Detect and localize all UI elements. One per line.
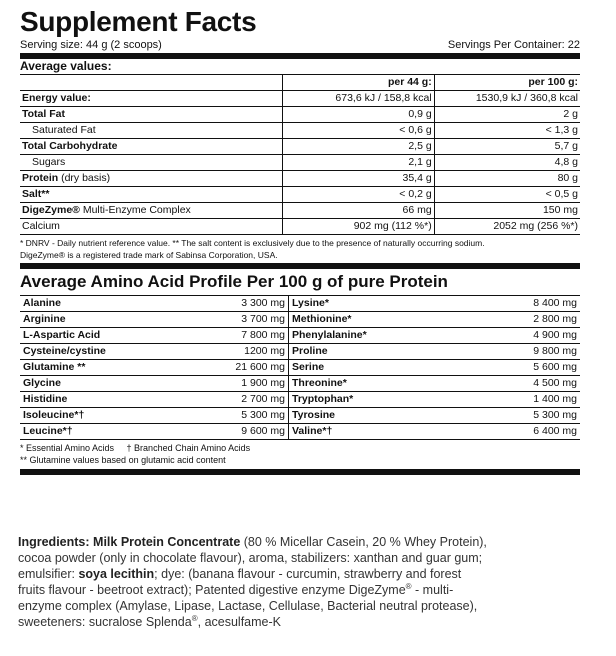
row-label: Sugars bbox=[20, 155, 282, 171]
row-per-serving: 2,5 g bbox=[282, 139, 434, 155]
amino-row bbox=[20, 376, 580, 392]
table-row bbox=[20, 203, 580, 219]
row-label: Energy value: bbox=[20, 91, 282, 107]
table-row bbox=[20, 171, 580, 187]
panel-title: Supplement Facts bbox=[20, 6, 257, 37]
table-header-row bbox=[20, 75, 580, 91]
amino-row bbox=[20, 360, 580, 376]
footnote-digezyme: DigeZyme® is a registered trade mark of Sabinsa Corporation, USA. bbox=[20, 250, 278, 260]
row-per-100: < 0,5 g bbox=[434, 187, 580, 203]
row-per-100: 4,8 g bbox=[434, 155, 580, 171]
registered-mark: ® bbox=[405, 581, 412, 591]
amino-value-left: 1200 mg bbox=[176, 344, 289, 360]
amino-row bbox=[20, 392, 580, 408]
row-per-100: 2 g bbox=[434, 107, 580, 123]
amino-value-left: 7 800 mg bbox=[176, 328, 289, 344]
ingredients-text: Ingredients: Milk Protein Concentrate (80 % Micellar Casein, 20 % Whey Protein), cocoa powder (only in chocolate flavour), aroma, stabilizers: xanthan and guar gum; emulsifier: soya lecithin; dye: (banana flavour - curcumin, strawberry and forest fruits flavour - beetroot extract); Patented digestive enzyme DigeZyme® - multi-enzyme complex (Amylase, Lipase, Lactase, Cellulase, Bacterial neutral protease), sweeteners: sucralose Splenda®, acesulfame-K bbox=[18, 535, 487, 629]
serving-info bbox=[20, 38, 580, 59]
amino-name-right: Tryptophan* bbox=[289, 392, 475, 408]
amino-row bbox=[20, 328, 580, 344]
amino-value-right: 8 400 mg bbox=[474, 296, 580, 312]
amino-name-right: Methionine* bbox=[289, 312, 475, 328]
table-row bbox=[20, 91, 580, 107]
amino-name-left: Glycine bbox=[20, 376, 176, 392]
row-per-serving: < 0,6 g bbox=[282, 123, 434, 139]
row-label: Saturated Fat bbox=[20, 123, 282, 139]
amino-name-right: Tyrosine bbox=[289, 408, 475, 424]
row-per-serving: 35,4 g bbox=[282, 171, 434, 187]
row-per-100: 2052 mg (256 %*) bbox=[434, 219, 580, 235]
amino-row bbox=[20, 424, 580, 440]
amino-footnote-essential: * Essential Amino Acids † Branched Chain Amino Acids bbox=[20, 443, 251, 453]
row-label: Protein (dry basis) bbox=[20, 171, 282, 187]
amino-name-right: Proline bbox=[289, 344, 475, 360]
amino-name-left: Glutamine ** bbox=[20, 360, 176, 376]
amino-name-left: Histidine bbox=[20, 392, 176, 408]
servings-per-container: Servings Per Container: 22 bbox=[447, 39, 580, 51]
amino-value-left: 2 700 mg bbox=[176, 392, 289, 408]
table-row bbox=[20, 219, 580, 235]
row-per-100: 1530,9 kJ / 360,8 kcal bbox=[434, 91, 580, 107]
amino-table bbox=[20, 296, 580, 440]
row-per-serving: 2,1 g bbox=[282, 155, 434, 171]
amino-name-right: Threonine* bbox=[289, 376, 475, 392]
amino-value-right: 1 400 mg bbox=[474, 392, 580, 408]
amino-footnote-glutamine: ** Glutamine values based on glutamic acid content bbox=[20, 455, 226, 465]
row-label: Salt** bbox=[20, 187, 282, 203]
amino-name-left: Arginine bbox=[20, 312, 176, 328]
row-label: Calcium bbox=[20, 219, 282, 235]
amino-name-left: Leucine*† bbox=[20, 424, 176, 440]
footnote-dnrv: * DNRV - Daily nutrient reference value. ** The salt content is exclusively due to the presence of naturally occurring sodium. bbox=[20, 238, 485, 248]
amino-name-right: Phenylalanine* bbox=[289, 328, 475, 344]
amino-value-right: 2 800 mg bbox=[474, 312, 580, 328]
amino-name-right: Serine bbox=[289, 360, 475, 376]
row-per-100: 150 mg bbox=[434, 203, 580, 219]
row-label: Total Carbohydrate bbox=[20, 139, 282, 155]
row-label: DigeZyme® Multi-Enzyme Complex bbox=[20, 203, 282, 219]
row-per-100: 80 g bbox=[434, 171, 580, 187]
table-row bbox=[20, 155, 580, 171]
amino-value-right: 5 600 mg bbox=[474, 360, 580, 376]
table-row bbox=[20, 107, 580, 123]
amino-name-left: L-Aspartic Acid bbox=[20, 328, 176, 344]
serving-size: Serving size: 44 g (2 scoops) bbox=[20, 39, 162, 51]
amino-row bbox=[20, 344, 580, 360]
table-row bbox=[20, 139, 580, 155]
amino-value-left: 3 300 mg bbox=[176, 296, 289, 312]
amino-footnotes bbox=[20, 440, 580, 475]
amino-value-left: 5 300 mg bbox=[176, 408, 289, 424]
amino-value-left: 9 600 mg bbox=[176, 424, 289, 440]
amino-row bbox=[20, 296, 580, 312]
row-per-serving: 902 mg (112 %*) bbox=[282, 219, 434, 235]
row-per-serving: < 0,2 g bbox=[282, 187, 434, 203]
amino-name-left: Isoleucine*† bbox=[20, 408, 176, 424]
amino-value-right: 5 300 mg bbox=[474, 408, 580, 424]
row-per-serving: 66 mg bbox=[282, 203, 434, 219]
row-per-100: 5,7 g bbox=[434, 139, 580, 155]
registered-mark: ® bbox=[191, 613, 198, 623]
table-row bbox=[20, 187, 580, 203]
col-header-per-100: per 100 g: bbox=[434, 75, 580, 91]
amino-name-right: Valine*† bbox=[289, 424, 475, 440]
table-row bbox=[20, 123, 580, 139]
amino-row bbox=[20, 312, 580, 328]
amino-heading: Average Amino Acid Profile Per 100 g of pure Protein bbox=[20, 263, 580, 296]
amino-value-right: 4 500 mg bbox=[474, 376, 580, 392]
amino-name-left: Alanine bbox=[20, 296, 176, 312]
amino-name-right: Lysine* bbox=[289, 296, 475, 312]
amino-value-left: 1 900 mg bbox=[176, 376, 289, 392]
ingredients-label: Ingredients: bbox=[18, 535, 90, 549]
col-header-per-serving: per 44 g: bbox=[282, 75, 434, 91]
amino-value-left: 3 700 mg bbox=[176, 312, 289, 328]
amino-name-left: Cysteine/cystine bbox=[20, 344, 176, 360]
amino-value-right: 6 400 mg bbox=[474, 424, 580, 440]
supplement-facts-panel bbox=[20, 6, 580, 475]
soya-lecithin: soya lecithin bbox=[78, 567, 155, 581]
amino-row bbox=[20, 408, 580, 424]
average-values-label: Average values: bbox=[20, 59, 580, 75]
row-per-serving: 0,9 g bbox=[282, 107, 434, 123]
amino-value-right: 9 800 mg bbox=[474, 344, 580, 360]
amino-value-left: 21 600 mg bbox=[176, 360, 289, 376]
nutrition-table bbox=[20, 75, 580, 235]
row-label: Total Fat bbox=[20, 107, 282, 123]
amino-value-right: 4 900 mg bbox=[474, 328, 580, 344]
milk-protein: Milk Protein Concentrate bbox=[93, 535, 241, 549]
row-per-serving: 673,6 kJ / 158,8 kcal bbox=[282, 91, 434, 107]
nutrition-footnotes bbox=[20, 235, 580, 263]
row-per-100: < 1,3 g bbox=[434, 123, 580, 139]
